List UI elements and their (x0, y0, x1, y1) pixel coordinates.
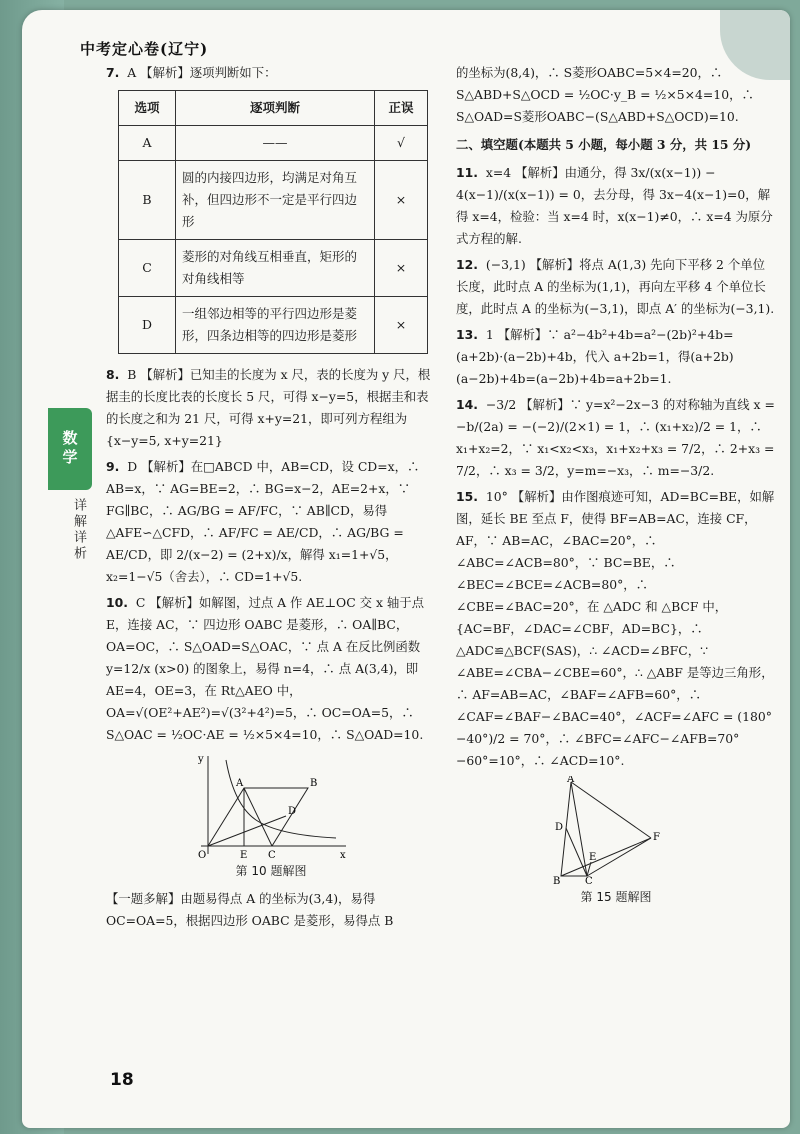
label-a: A (236, 778, 244, 789)
q10-text: C 【解析】如解图，过点 A 作 AE⊥OC 交 x 轴于点 E，连接 AC，∵ 四边形 OABC 是菱形，∴ OA∥BC，OA=OC，∴ S△OAD=S△OAC，∵ 点 A 在反比例函数 y=12/x (x>0) 的图象上，易得 n=4，∴ 点 A(3,4)，即 AE=4，OE=3，在 Rt△AEO 中，OA=√(OE²+AE²)=√(3²+4²)=5，∴ OC=OA=5，∴ S△OAC = ½OC·AE = ½×5×4=10，∴ S△OAD=10. (106, 595, 425, 742)
section-fill-in: 二、填空题(本题共 5 小题，每小题 3 分，共 15 分) (456, 137, 752, 152)
table-cell-result: × (375, 240, 428, 297)
page-number: 18 (110, 1070, 134, 1090)
label-y: y (198, 754, 204, 765)
q15-text: 10° 【解析】由作图痕迹可知，AD=BC=BE，如解图，延长 BE 至点 F，使得 BF=AB=AC，连接 CF，AF，∵ AB=AC，∠BAC=20°，∴ ∠ABC=∠ACB=80°，∵ BC=BE，∴ ∠BEC=∠BCE=∠ACB=80°，∴ ∠CBE=∠BAC=20°，在 △ADC 和 △BCF 中，{AC=BF，∠DAC=∠CBF，AD=BC}，∴ △ADC≌△BCF(SAS)，∴ ∠ACD=∠BFC，∵ ∠ABE=∠CBA−∠CBE=60°，∴ △ABF 是等边三角形，∴ AF=AB=AC，∠BAF=∠AFB=60°，∴ ∠CAF=∠BAF−∠BAC=40°，∠ACF=∠AFC = (180°−40°)/2 = 70°，∴ ∠BFC=∠AFC−∠AFB=70°−60°=10°，∴ ∠ACD=10°. (456, 489, 775, 768)
subject-tab-label: 详解详析 (71, 498, 86, 562)
q11-number: 11. (456, 165, 478, 180)
q13-number: 13. (456, 327, 478, 342)
q8-number: 8. (106, 367, 120, 382)
table-row (119, 161, 428, 240)
table-row (119, 240, 428, 297)
q10-continued: 的坐标为(8,4)，∴ S菱形OABC=5×4=20，∴ S△ABD+S△OCD = ½OC·y_B = ½×5×4=10，∴ S△OAD=S菱形OABC−(S△ABD+S△OCD)=10. (456, 65, 754, 124)
q8 (106, 364, 436, 452)
hyperbola-curve (226, 760, 336, 838)
label-b: B (310, 778, 318, 789)
label-x: x (340, 850, 346, 860)
table-cell-option: D (119, 297, 176, 354)
table-cell-judgment: 一组邻边相等的平行四边形是菱形，四条边相等的四边形是菱形 (176, 297, 375, 354)
table-header-judgment: 逐项判断 (176, 91, 375, 126)
table-header-option: 选项 (119, 91, 176, 126)
q10-number: 10. (106, 595, 128, 610)
right-column (456, 62, 776, 914)
segment-af (571, 782, 651, 838)
q9-text: D 【解析】在□ABCD 中，AB=CD，设 CD=x，∴ AB=x，∵ AG=BE=2，∴ BG=x−2，AE=2+x，∵ FG∥BC，∴ AG/BG = AF/FC，∵ AB∥CD，易得 △AFE∽△CFD，∴ AF/FC = AE/CD，∴ AG/BG = AE/CD，即 2/(x−2) = (2+x)/x，解得 x₁=1+√5，x₂=1−√5（舍去），∴ CD=1+√5. (106, 459, 420, 584)
figure-15-caption: 第 15 题解图 (580, 890, 652, 904)
q11-text: x=4 【解析】由通分，得 3x/(x(x−1)) − 4(x−1)/(x(x−1)) = 0，去分母，得 3x−4(x−1)=0，解得 x=4，检验：当 x=4 时，x(x−1)≠0，∴ x=4 为原分式方程的解. (456, 165, 773, 246)
q15 (456, 486, 776, 772)
label-d: D (288, 806, 297, 817)
table-row (119, 297, 428, 354)
q15-number: 15. (456, 489, 478, 504)
label-e: E (240, 850, 248, 860)
q10 (106, 592, 436, 746)
q9 (106, 456, 436, 588)
segment-bf (561, 838, 651, 876)
q8-text: B 【解析】已知圭的长度为 x 尺，表的长度为 y 尺，根据圭的长度比表的长度长 5 尺，可得 x−y=5，根据圭和表的长度之和为 21 尺，可得 x+y=21，即可列方程组为 {x−y=5, x+y=21} (106, 367, 431, 448)
extra-method: 【一题多解】由题易得点 A 的坐标为(3,4)，易得 OC=OA=5，根据四边形 OABC 是菱形，易得点 B (106, 891, 394, 928)
label-a: A (567, 776, 575, 785)
segment-ac (244, 788, 272, 846)
q12-number: 12. (456, 257, 478, 272)
q13 (456, 324, 776, 390)
table-cell-judgment: 菱形的对角线互相垂直，矩形的对角线相等 (176, 240, 375, 297)
table-cell-result: × (375, 161, 428, 240)
label-f: F (653, 832, 660, 843)
triangle-abc (561, 782, 587, 876)
figure-10-caption: 第 10 题解图 (235, 864, 307, 878)
label-c: C (268, 850, 276, 860)
segment-dc (566, 828, 587, 876)
q12-text: (−3,1) 【解析】将点 A(1,3) 先向下平移 2 个单位长度，此时点 A 的坐标为(1,1)，再向左平移 4 个单位长度，此时点 A 的坐标为(−3,1)，即点 A′ 的坐标为(−3,1). (456, 257, 775, 316)
page-header: 中考定心卷(辽宁) (80, 40, 209, 58)
table-cell-option: A (119, 126, 176, 161)
figure-15-diagram (551, 776, 681, 886)
table-cell-judgment: —— (176, 126, 375, 161)
figure-10-diagram (186, 750, 356, 860)
q7-text: A 【解析】逐项判断如下： (127, 65, 277, 80)
segment-cf (587, 838, 651, 876)
label-o: O (198, 850, 207, 860)
judgment-table (118, 90, 428, 354)
table-cell-result: √ (375, 126, 428, 161)
q12 (456, 254, 776, 320)
table-cell-judgment: 圆的内接四边形，均满足对角互补，但四边形不一定是平行四边形 (176, 161, 375, 240)
table-row (119, 126, 428, 161)
q13-text: 1 【解析】∵ a²−4b²+4b=a²−(2b)²+4b=(a+2b)·(a−2b)+4b，代入 a+2b=1，得(a+2b)(a−2b)+4b=(a−2b)+4b=a+2b=1. (456, 327, 734, 386)
q7 (106, 62, 436, 84)
table-cell-result: × (375, 297, 428, 354)
table-cell-option: B (119, 161, 176, 240)
table-header-result: 正误 (375, 91, 428, 126)
label-b: B (553, 876, 561, 886)
q14 (456, 394, 776, 482)
table-cell-option: C (119, 240, 176, 297)
label-d: D (555, 822, 564, 833)
left-column (106, 62, 436, 936)
q14-text: −3/2 【解析】∵ y=x²−2x−3 的对称轴为直线 x = −b/(2a) = −(−2)/(2×1) = 1，∴ (x₁+x₂)/2 = 1，∴ x₁+x₂=2，∵ x₁<x₂<x₃，x₁+x₂+x₃ = 7/2，∴ 2+x₃ = 7/2，∴ x₃ = 3/2，y=m=−x₃，∴ m=−3/2. (456, 397, 775, 478)
q7-number: 7. (106, 65, 120, 80)
table-header-row (119, 91, 428, 126)
q14-number: 14. (456, 397, 478, 412)
label-c: C (585, 876, 593, 886)
label-e: E (589, 852, 597, 863)
subject-tab: 数学 (48, 408, 92, 490)
q11 (456, 162, 776, 250)
q9-number: 9. (106, 459, 120, 474)
